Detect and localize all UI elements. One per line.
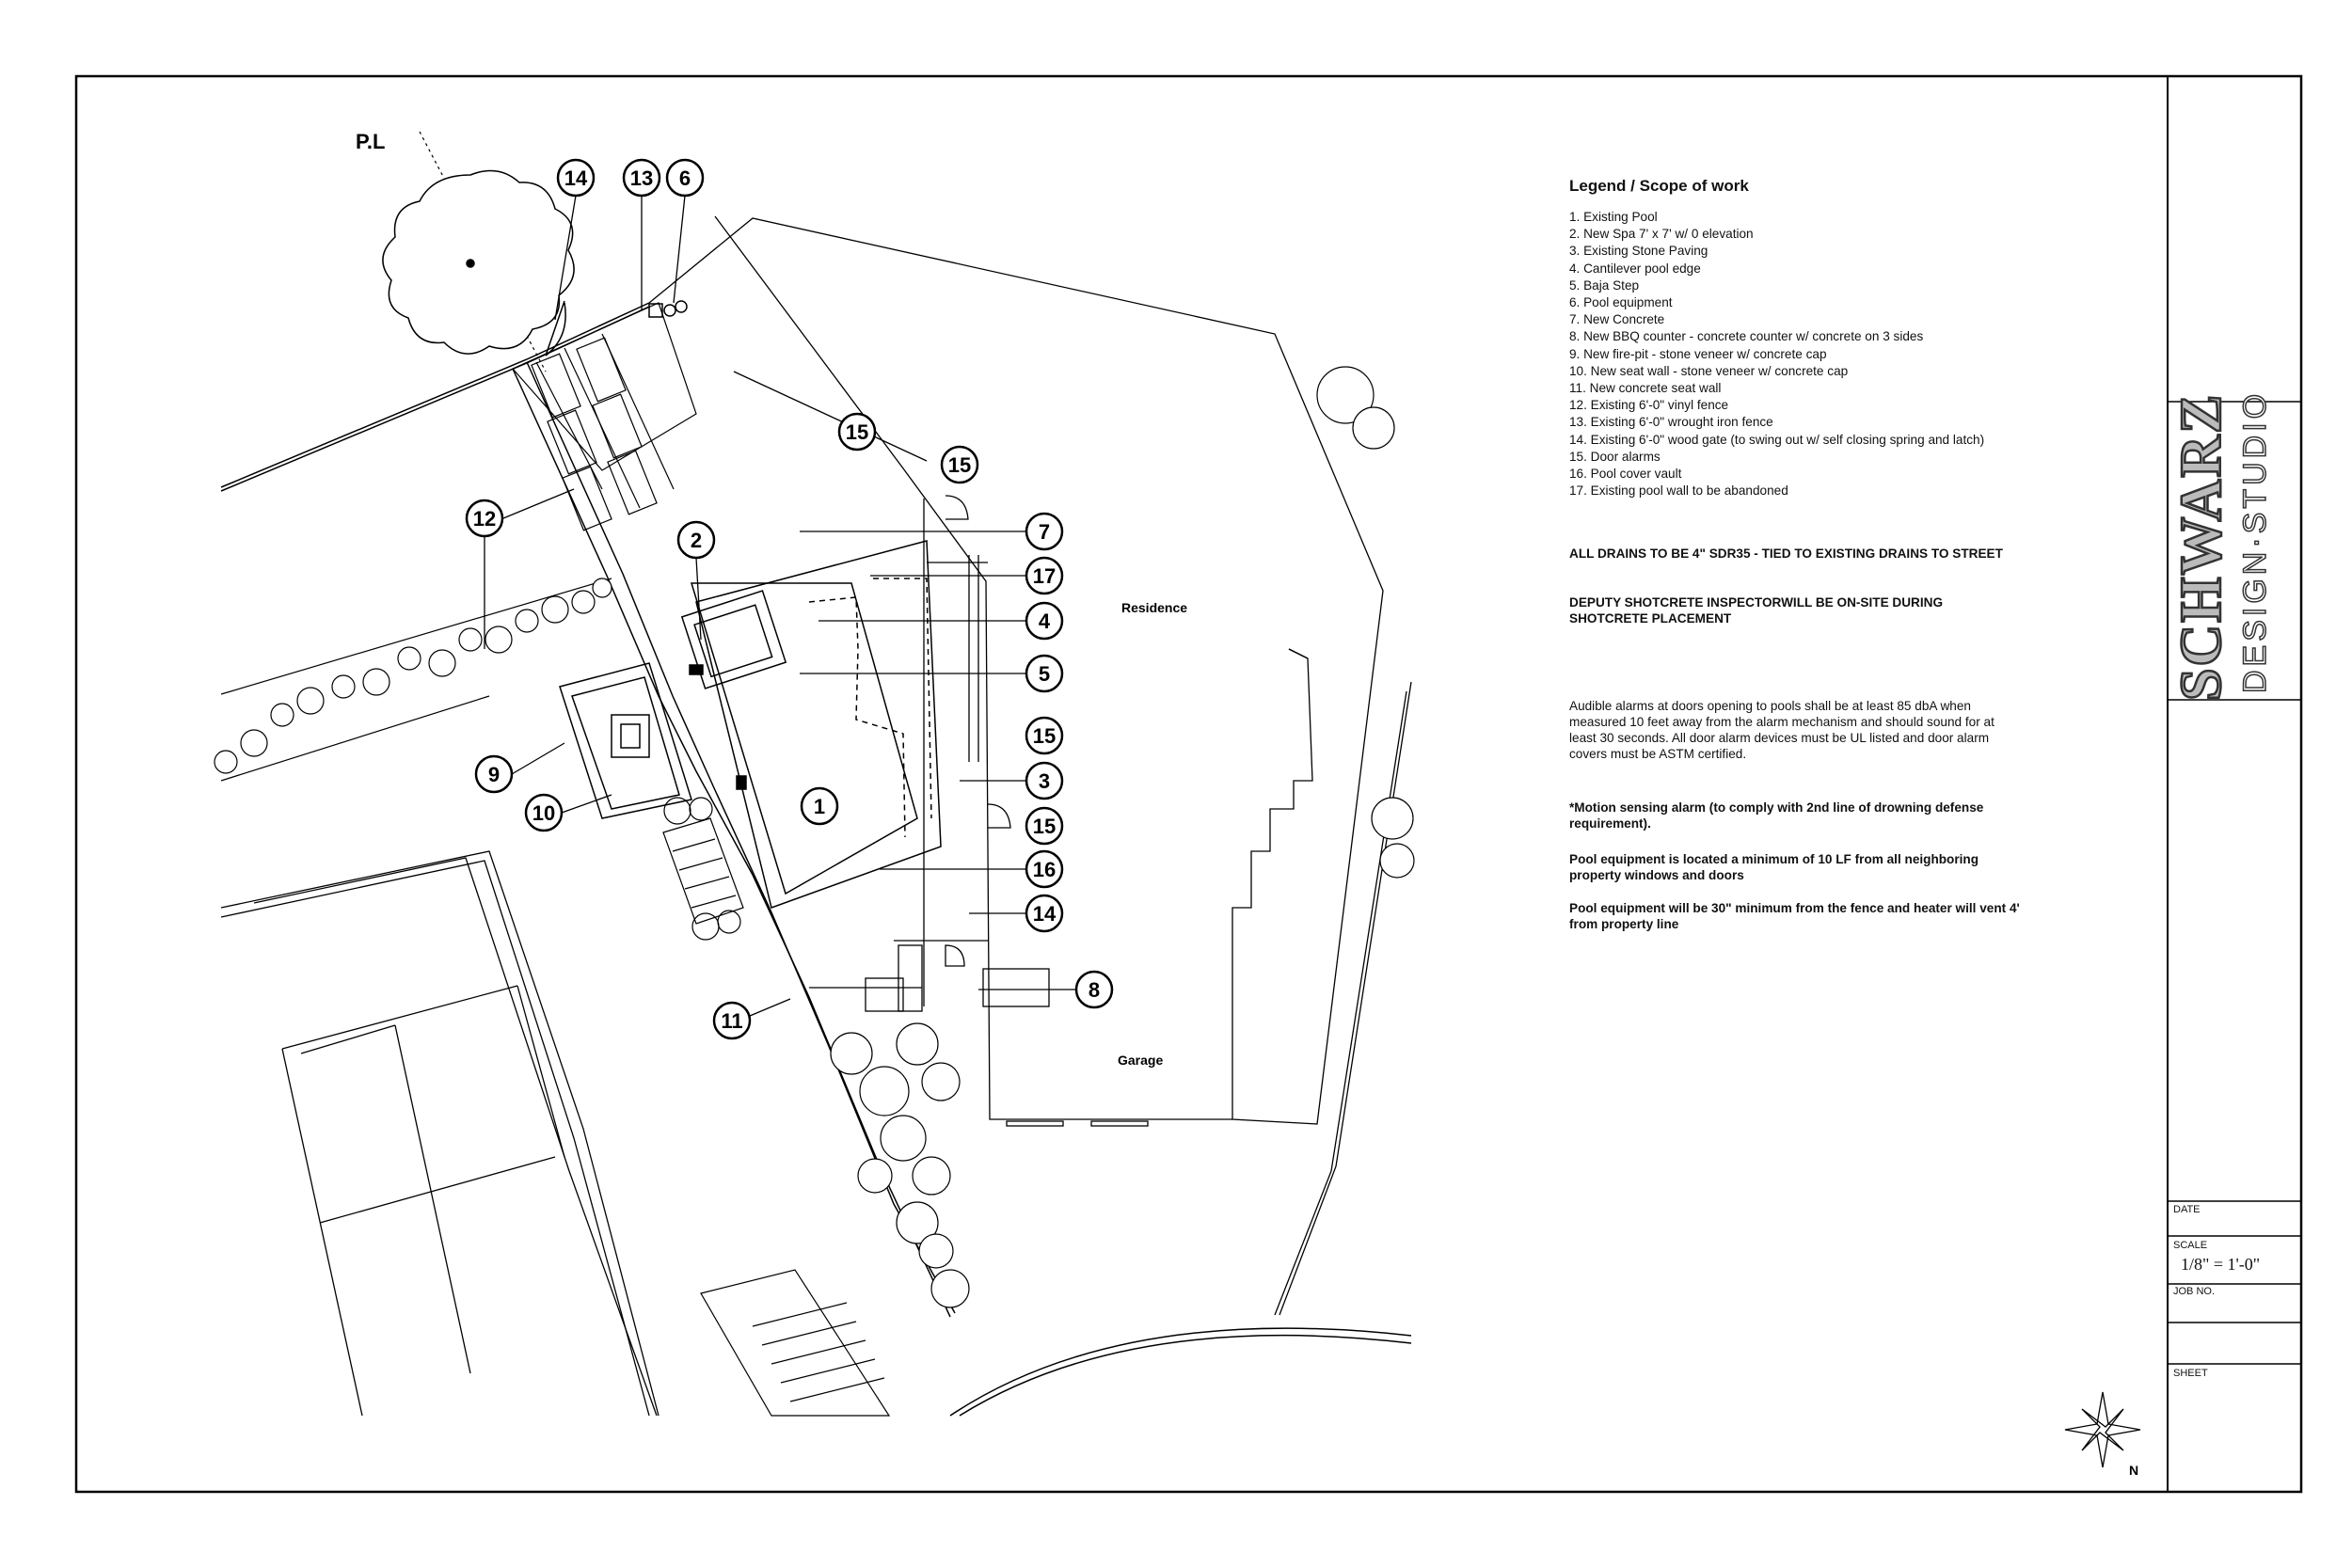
paving-areas	[513, 303, 696, 531]
callout-label: 14	[1032, 902, 1057, 926]
scale-value: 1/8" = 1'-0"	[2181, 1255, 2261, 1274]
equipment-distance-note: Pool equipment is located a minimum of 10 LF from all neighboring property windows and doors	[1569, 852, 1979, 882]
legend-title: Legend / Scope of work	[1569, 177, 1749, 195]
callout-label: 8	[1088, 978, 1101, 1002]
callout-14-bottom	[1026, 895, 1062, 931]
callout-8	[1076, 972, 1112, 1007]
legend-item: 2. New Spa 7' x 7' w/ 0 elevation	[1569, 227, 1754, 242]
legend-item: 8. New BBQ counter - concrete counter w/ concrete on 3 sides	[1569, 329, 1924, 344]
callout-17	[1026, 558, 1062, 594]
legend-block	[1569, 177, 2209, 499]
legend-item: 9. New fire-pit - stone veneer w/ concrete cap	[1569, 346, 1827, 361]
residence-label: Residence	[1121, 600, 1188, 615]
job-number-label: JOB NO.	[2173, 1286, 2216, 1297]
north-label: N	[2129, 1463, 2139, 1478]
legend-item: 5. Baja Step	[1569, 277, 1640, 293]
legend-item: 7. New Concrete	[1569, 312, 1665, 327]
legend-item: 14. Existing 6'-0" wood gate (to swing out w/ self closing spring and latch)	[1569, 432, 1985, 447]
fence-and-gates	[221, 301, 955, 1317]
callout-9	[476, 756, 512, 792]
callout-label: 12	[472, 507, 497, 531]
callout-4	[1026, 603, 1062, 639]
motion-note: *Motion sensing alarm (to comply with 2nd line of drowning defense requirement).	[1569, 800, 1984, 831]
legend-item: 12. Existing 6'-0" vinyl fence	[1569, 398, 1729, 413]
legend-item: 11. New concrete seat wall	[1569, 381, 1722, 396]
callout-15-a	[839, 414, 875, 450]
steps-and-seat-wall	[663, 798, 743, 940]
callout-label: 13	[629, 166, 654, 190]
fire-pit-area	[560, 663, 691, 818]
legend-item: 1. Existing Pool	[1569, 210, 1658, 224]
callout-13	[624, 160, 660, 196]
callout-label: 9	[487, 763, 501, 786]
callout-3	[1026, 763, 1062, 799]
tree-canopy	[383, 171, 574, 355]
scale-label: SCALE	[2173, 1240, 2208, 1251]
legend-item: 3. Existing Stone Paving	[1569, 244, 1708, 259]
callout-label: 15	[1032, 724, 1057, 748]
legend-item: 17. Existing pool wall to be abandoned	[1569, 483, 1788, 499]
callout-label: 1	[813, 795, 826, 818]
driveway-curve	[950, 1328, 1411, 1416]
property-line-label: P.L	[356, 130, 386, 153]
inspector-note: DEPUTY SHOTCRETE INSPECTORWILL BE ON-SITE DURING SHOTCRETE PLACEMENT	[1569, 595, 1944, 626]
legend-item: 13. Existing 6'-0" wrought iron fence	[1569, 415, 1773, 430]
tennis-court	[221, 851, 659, 1416]
callout-label: 3	[1038, 769, 1051, 793]
callout-15-c	[1026, 718, 1062, 753]
callout-label: 17	[1032, 564, 1057, 588]
callout-label: 6	[678, 166, 691, 190]
legend-item: 10. New seat wall - stone veneer w/ concrete cap	[1569, 363, 1849, 378]
legend-item: 15. Door alarms	[1569, 449, 1661, 464]
callout-6	[667, 160, 703, 196]
callout-label: 5	[1038, 662, 1051, 686]
callout-label: 15	[947, 453, 972, 477]
callout-10	[526, 795, 562, 831]
legend-item: 16. Pool cover vault	[1569, 467, 1682, 482]
callout-1	[802, 788, 837, 824]
alarms-note: Audible alarms at doors opening to pools shall be at least 85 dbA when measured 10 feet away from the alarm mechanism and should sound for at least 30 seconds. All door alarm devices must be UL listed and door alarm covers must be ASTM certified.	[1569, 699, 1994, 761]
equipment-fence-note: Pool equipment will be 30" minimum from the fence and heater will vent 4' from property line	[1569, 901, 2020, 931]
callout-11	[714, 1003, 750, 1038]
garage-label: Garage	[1118, 1053, 1164, 1068]
callout-7	[1026, 514, 1062, 549]
legend-list	[1569, 209, 2209, 499]
callout-14-top	[558, 160, 594, 196]
logo-main-text: SCHWARZ	[2169, 392, 2233, 701]
residence-outline	[649, 216, 1411, 1315]
sheet-label: SHEET	[2173, 1368, 2208, 1379]
legend-item: 4. Cantilever pool edge	[1569, 261, 1701, 276]
pool-equipment-icon	[649, 301, 687, 317]
legend-item: 6. Pool equipment	[1569, 295, 1673, 310]
pool-outline	[682, 541, 941, 908]
callout-label: 11	[721, 1009, 743, 1033]
logo-sub-text: DESIGN·STUDIO	[2237, 389, 2273, 693]
callout-label: 16	[1032, 858, 1057, 881]
date-label: DATE	[2173, 1204, 2201, 1215]
north-arrow-icon	[2065, 1392, 2140, 1478]
callout-15-d	[1026, 808, 1062, 844]
callout-label: 4	[1038, 610, 1051, 633]
callout-16	[1026, 851, 1062, 887]
callout-label: 15	[845, 420, 869, 444]
callout-label: 10	[532, 801, 556, 825]
callout-5	[1026, 656, 1062, 691]
callout-label: 14	[564, 166, 588, 190]
callout-2	[678, 522, 714, 558]
drains-note: ALL DRAINS TO BE 4" SDR35 - TIED TO EXISTING DRAINS TO STREET	[1569, 546, 2003, 561]
callout-label: 7	[1038, 520, 1051, 544]
callout-15-b	[942, 447, 977, 483]
callout-label: 2	[690, 529, 703, 552]
callout-label: 15	[1032, 815, 1057, 838]
patio-lines	[809, 496, 1049, 1011]
callout-12	[467, 500, 502, 536]
